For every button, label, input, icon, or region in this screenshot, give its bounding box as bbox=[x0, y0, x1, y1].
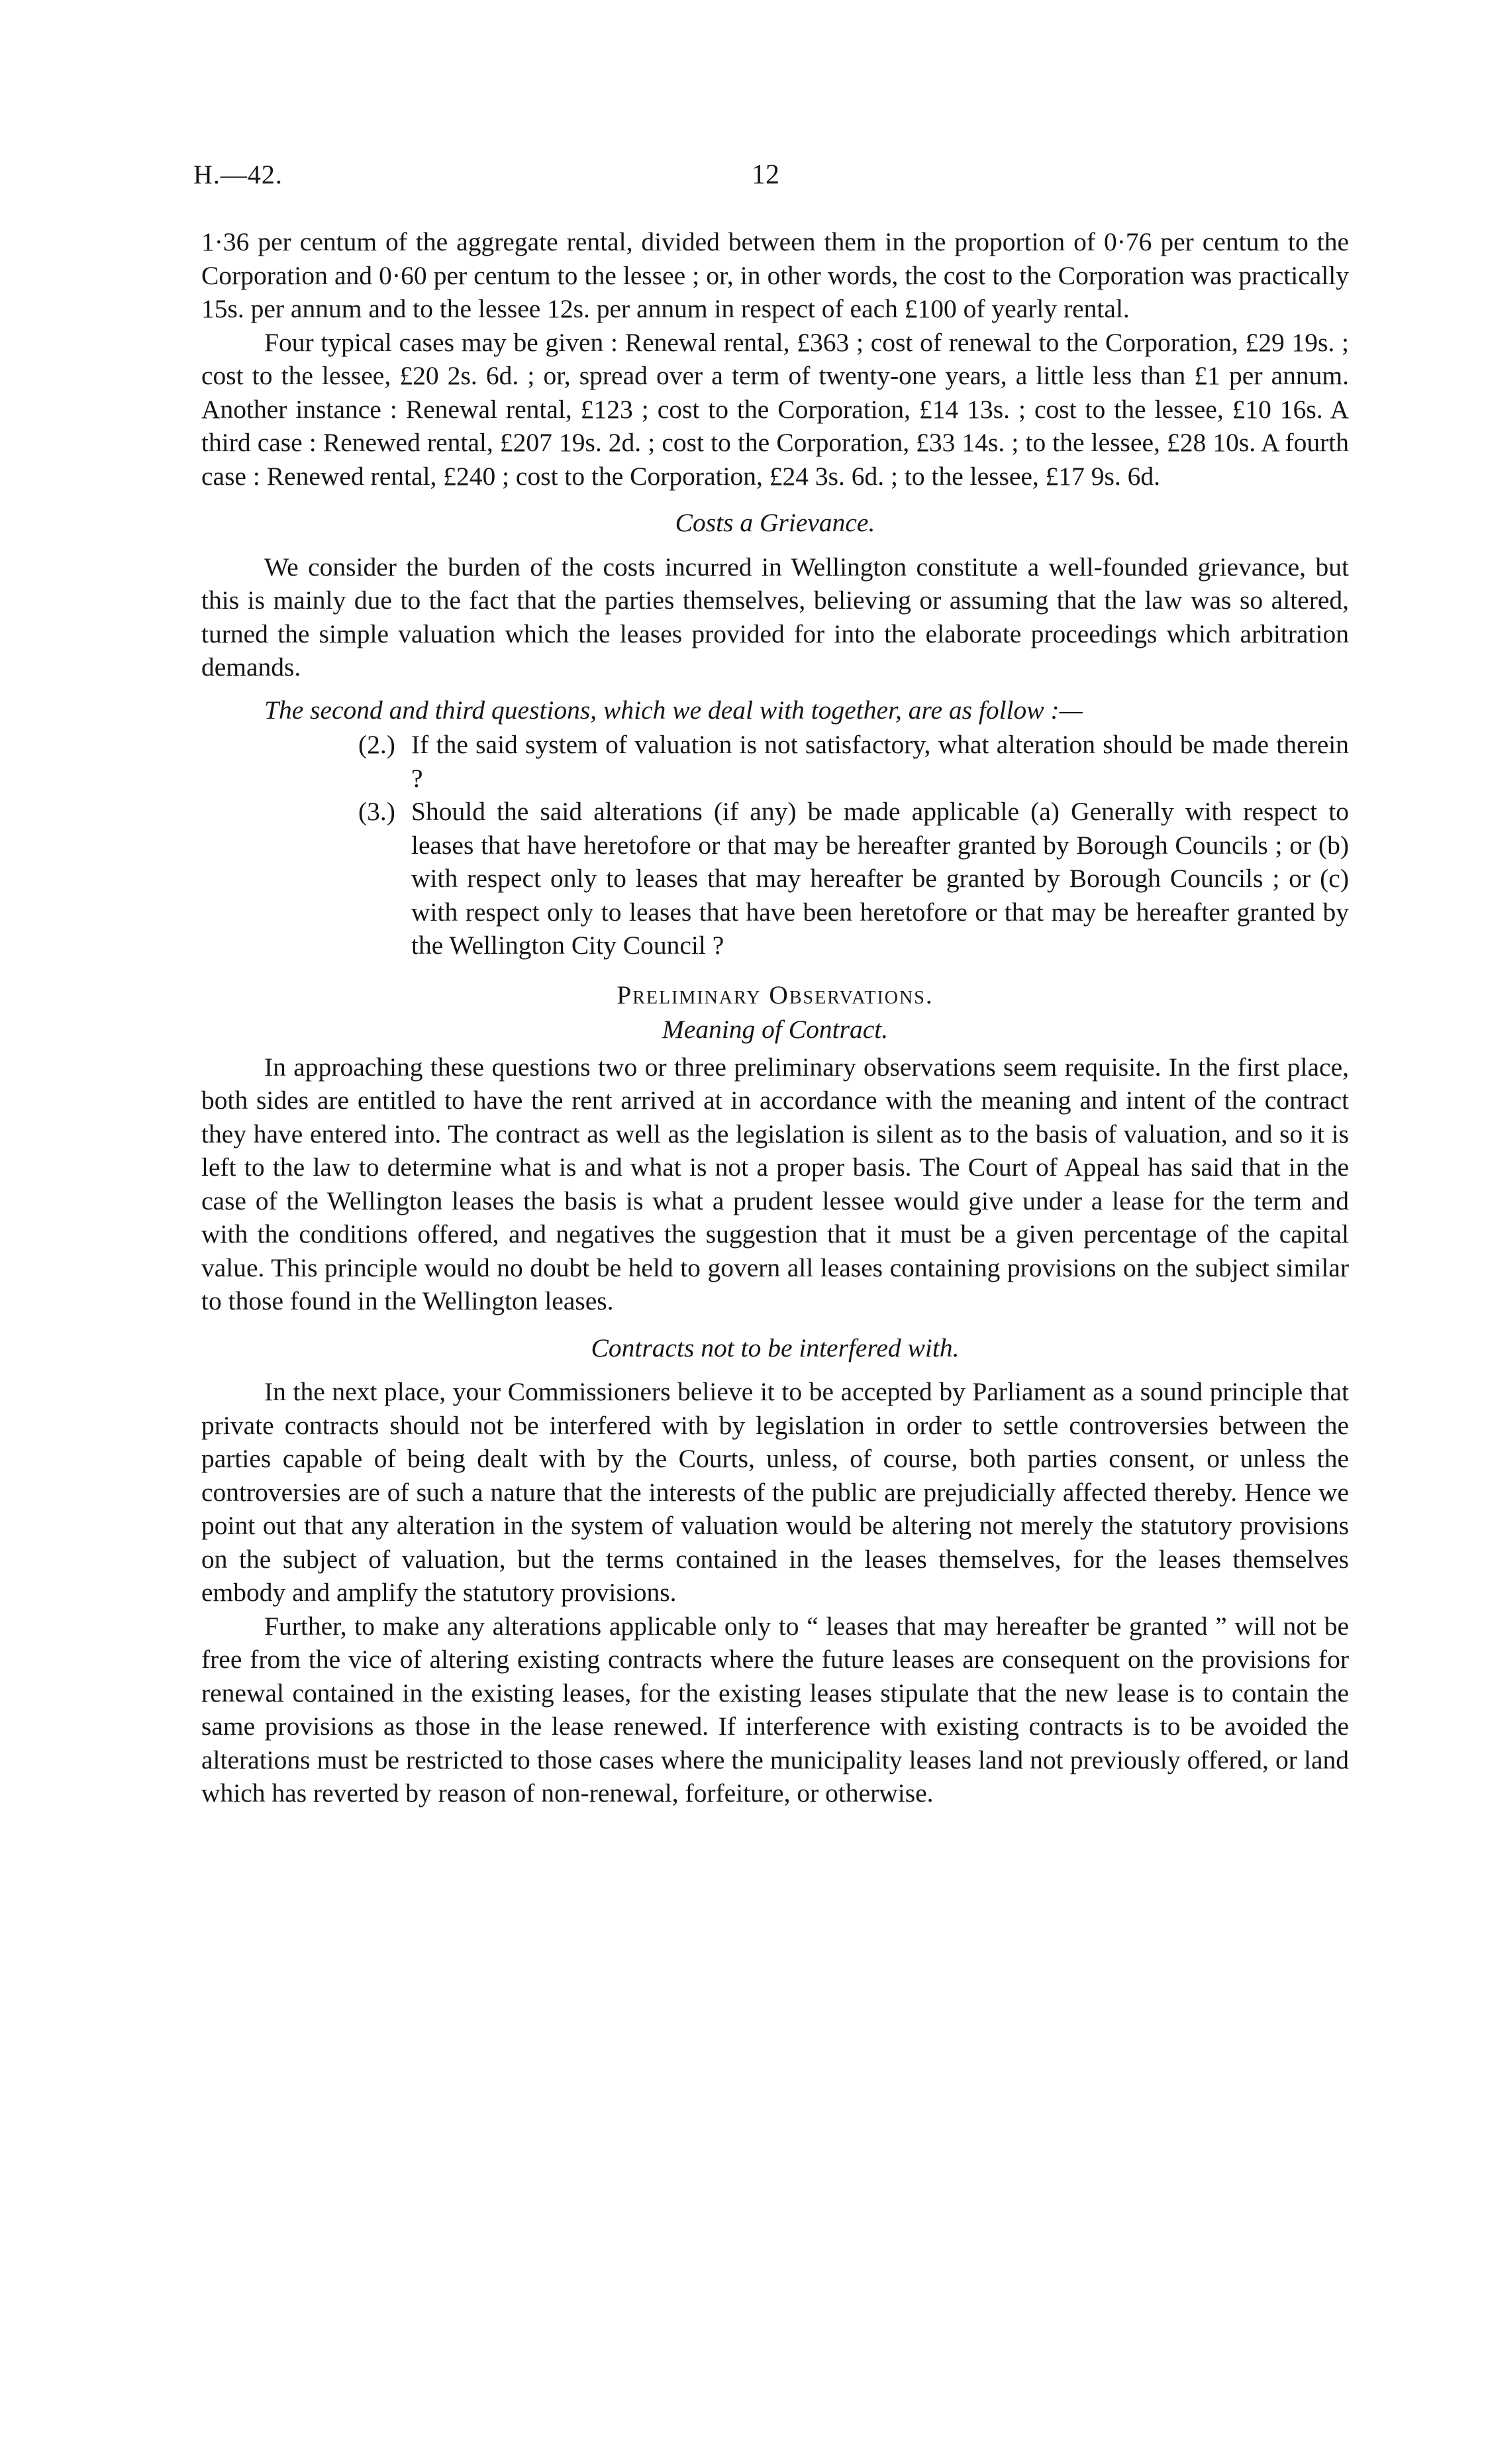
questions-intro: The second and third questions, which we deal with together, are as follow :— bbox=[264, 695, 1083, 725]
paragraph-contracts: In the next place, your Commissioners believe it to be accepted by Parliament as a sound principle that private contracts should not be interfered with by legislation in order to settle controversies between the parties capable of being dealt with by the Courts, unless, of course, both parties consent, or unless the controversies are of such a nature that the interests of the public are prejudicially affected thereby. Hence we point out that any alteration in the system of valuation would be altering not merely the statutory provisions on the subject of valuation, but the terms contained in the leases themselves, for the leases themselves embody and amplify the statutory provisions. bbox=[201, 1377, 1349, 1607]
paragraph-typical-cases: Four typical cases may be given : Renewal rental, £363 ; cost of renewal to the Corporation, £29 19s. ; cost to the lessee, £20 2s. 6d. ; or, spread over a term of twenty-one years, a little less than £1 per annum. Another instance : Renewal rental, £123 ; cost to the Corporation, £14 13s. ; cost to the lessee, £10 16s. A third case : Renewed rental, £207 19s. 2d. ; cost to the Corporation, £33 14s. ; to the lessee, £28 10s. A fourth case : Renewed rental, £240 ; cost to the Corporation, £24 3s. 6d. ; to the lessee, £17 9s. 6d. bbox=[201, 327, 1349, 491]
heading-costs-grievance: Costs a Grievance. bbox=[675, 508, 875, 537]
document-body bbox=[201, 225, 1349, 1810]
page-number: 12 bbox=[752, 160, 779, 190]
heading-meaning-of-contract: Meaning of Contract. bbox=[662, 1015, 889, 1044]
paragraph-continuation: 1·36 per centum of the aggregate rental, divided between them in the proportion of 0·76 per centum to the Corporation and 0·60 per centum to the lessee ; or, in other words, the cost to the Corporation was practically 15s. per annum and to the lessee 12s. per annum in respect of each £100 of yearly rental. bbox=[201, 227, 1349, 323]
page-header bbox=[193, 159, 1349, 199]
paragraph-further: Further, to make any alterations applicable only to “ leases that may hereafter be granted ” will not be free from the vice of altering existing contracts where the future leases are consequent on the provisions for renewal contained in the existing leases, for the existing leases stipulate that the new lease is to contain the same provisions as those in the lease renewed. If interference with existing contracts is to be avoided the alterations must be restricted to those cases where the municipality leases land not previously offered, or land which has reverted by reason of non-renewal, forfeiture, or otherwise. bbox=[201, 1611, 1349, 1808]
question-2-text: If the said system of valuation is not satisfactory, what alteration should be made therein ? bbox=[411, 730, 1349, 793]
heading-preliminary-observations: Preliminary Observations. bbox=[617, 980, 934, 1009]
question-3-number: (3.) bbox=[358, 797, 395, 826]
question-2-number: (2.) bbox=[358, 730, 395, 759]
document-reference: H.—42. bbox=[193, 160, 283, 189]
heading-contracts-not-interfered: Contracts not to be interfered with. bbox=[591, 1333, 960, 1362]
question-2 bbox=[201, 728, 1349, 795]
paragraph-costs: We consider the burden of the costs incurred in Wellington constitute a well-founded grievance, but this is mainly due to the fact that the parties themselves, believing or assuming that the law was so altered, turned the simple valuation which the leases provided for into the elaborate proceedings which arbitration demands. bbox=[201, 552, 1349, 682]
question-3-text: Should the said alterations (if any) be made applicable (a) Generally with respect to leases that have heretofore or that may be hereafter granted by Borough Councils ; or (b) with respect only to leases that may hereafter be granted by Borough Councils ; or (c) with respect only to leases that have been heretofore or that may be hereafter granted by the Wellington City Council ? bbox=[411, 797, 1349, 960]
question-3 bbox=[201, 795, 1349, 962]
paragraph-meaning: In approaching these questions two or three preliminary observations seem requisite. In the first place, both sides are entitled to have the rent arrived at in accordance with the meaning and intent of the contract they have entered into. The contract as well as the legislation is silent as to the basis of valuation, and so it is left to the law to determine what is and what is not a proper basis. The Court of Appeal has said that in the case of the Wellington leases the basis is what a prudent lessee would give under a lease for the term and with the conditions offered, and negatives the suggestion that it must be a given percentage of the capital value. This principle would no doubt be held to govern all leases containing provisions on the subject similar to those found in the Wellington leases. bbox=[201, 1052, 1349, 1315]
questions-list bbox=[201, 728, 1349, 962]
